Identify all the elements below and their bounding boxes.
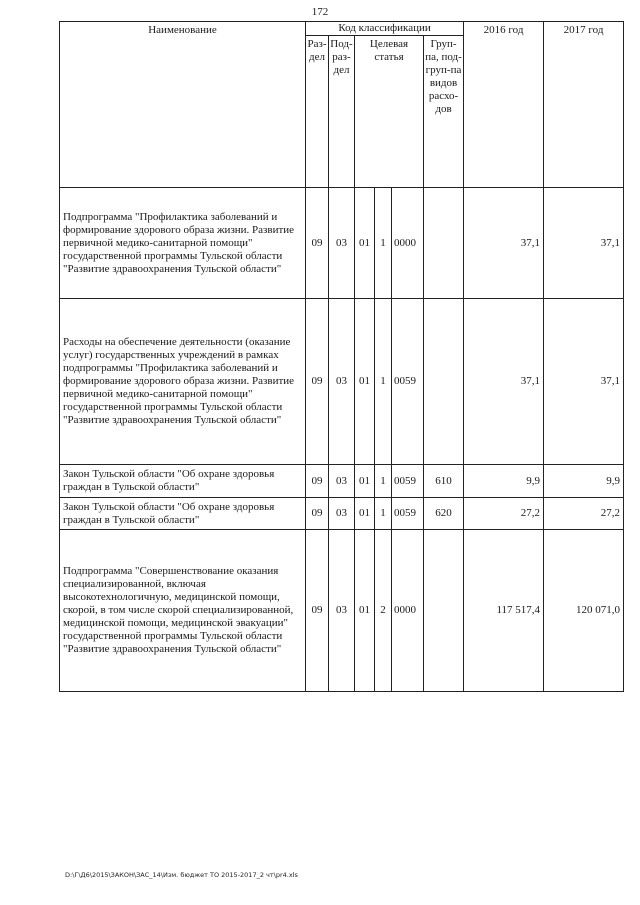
row-direction: 0000: [392, 188, 424, 299]
row-subsection: 03: [329, 299, 355, 465]
row-subprogram: 1: [375, 188, 392, 299]
row-name: Подпрограмма "Профилактика заболеваний и формирование здорового образа жизни. Развитие первичной медико-санитарной помощи" государственной программы Тульской области "Развитие здравоохранения Тульской области": [60, 188, 306, 299]
page-number: 172: [311, 6, 329, 18]
row-direction: 0000: [392, 530, 424, 692]
row-section: 09: [306, 498, 329, 530]
row-group: [424, 188, 464, 299]
row-subsection: 03: [329, 465, 355, 498]
row-section: 09: [306, 188, 329, 299]
row-2017: 9,9: [544, 465, 624, 498]
table-row: [60, 498, 624, 530]
row-group: 610: [424, 465, 464, 498]
row-name: Расходы на обеспечение деятельности (оказание услуг) государственных учреждений в рамках подпрограммы "Профилактика заболеваний и формирование здорового образа жизни. Развитие первичной медико-санитарной помощи" государственной программы Тульской области "Развитие здравоохранения Тульской области": [60, 299, 306, 465]
header-year-2016: 2016 год: [464, 22, 544, 188]
row-program: 01: [355, 530, 375, 692]
row-subprogram: 1: [375, 299, 392, 465]
row-program: 01: [355, 188, 375, 299]
row-subprogram: 1: [375, 465, 392, 498]
row-direction: 0059: [392, 498, 424, 530]
header-section: Раз-дел: [306, 36, 329, 188]
row-2017: 37,1: [544, 188, 624, 299]
row-subprogram: 1: [375, 498, 392, 530]
row-subsection: 03: [329, 498, 355, 530]
table-row: [60, 188, 624, 299]
budget-table: [59, 21, 624, 692]
header-classification: Код классификации: [306, 22, 464, 36]
row-section: 09: [306, 530, 329, 692]
table-row: [60, 530, 624, 692]
row-2016: 37,1: [464, 299, 544, 465]
row-program: 01: [355, 465, 375, 498]
header-subsection: Под-раз-дел: [329, 36, 355, 188]
file-path-footer: D:\Г\Д6\2015\ЗАКОН\ЗАС_14\Изм. бюджет ТО 2015-2017_2 чт\pr4.xls: [65, 871, 298, 879]
table-row: [60, 299, 624, 465]
table-row: [60, 465, 624, 498]
row-program: 01: [355, 498, 375, 530]
row-2017: 120 071,0: [544, 530, 624, 692]
row-section: 09: [306, 465, 329, 498]
header-target-item: Целевая статья: [355, 36, 424, 188]
header-year-2017: 2017 год: [544, 22, 624, 188]
row-2016: 37,1: [464, 188, 544, 299]
row-direction: 0059: [392, 465, 424, 498]
row-2016: 117 517,4: [464, 530, 544, 692]
row-name: Закон Тульской области "Об охране здоровья граждан в Тульской области": [60, 498, 306, 530]
row-2017: 37,1: [544, 299, 624, 465]
header-expense-group: Груп-па, под-груп-па видов расхо-дов: [424, 36, 464, 188]
row-2016: 9,9: [464, 465, 544, 498]
row-section: 09: [306, 299, 329, 465]
row-group: 620: [424, 498, 464, 530]
row-group: [424, 530, 464, 692]
row-group: [424, 299, 464, 465]
row-direction: 0059: [392, 299, 424, 465]
row-subprogram: 2: [375, 530, 392, 692]
row-name: Закон Тульской области "Об охране здоровья граждан в Тульской области": [60, 465, 306, 498]
row-subsection: 03: [329, 530, 355, 692]
header-name: Наименование: [60, 22, 306, 188]
row-2017: 27,2: [544, 498, 624, 530]
row-name: Подпрограмма "Совершенствование оказания специализированной, включая высокотехнологичную, медицинской помощи, скорой, в том числе скорой специализированной, медицинской помощи, медицинской эвакуации" государственной программы Тульской области "Развитие здравоохранения Тульской области": [60, 530, 306, 692]
row-subsection: 03: [329, 188, 355, 299]
row-2016: 27,2: [464, 498, 544, 530]
row-program: 01: [355, 299, 375, 465]
